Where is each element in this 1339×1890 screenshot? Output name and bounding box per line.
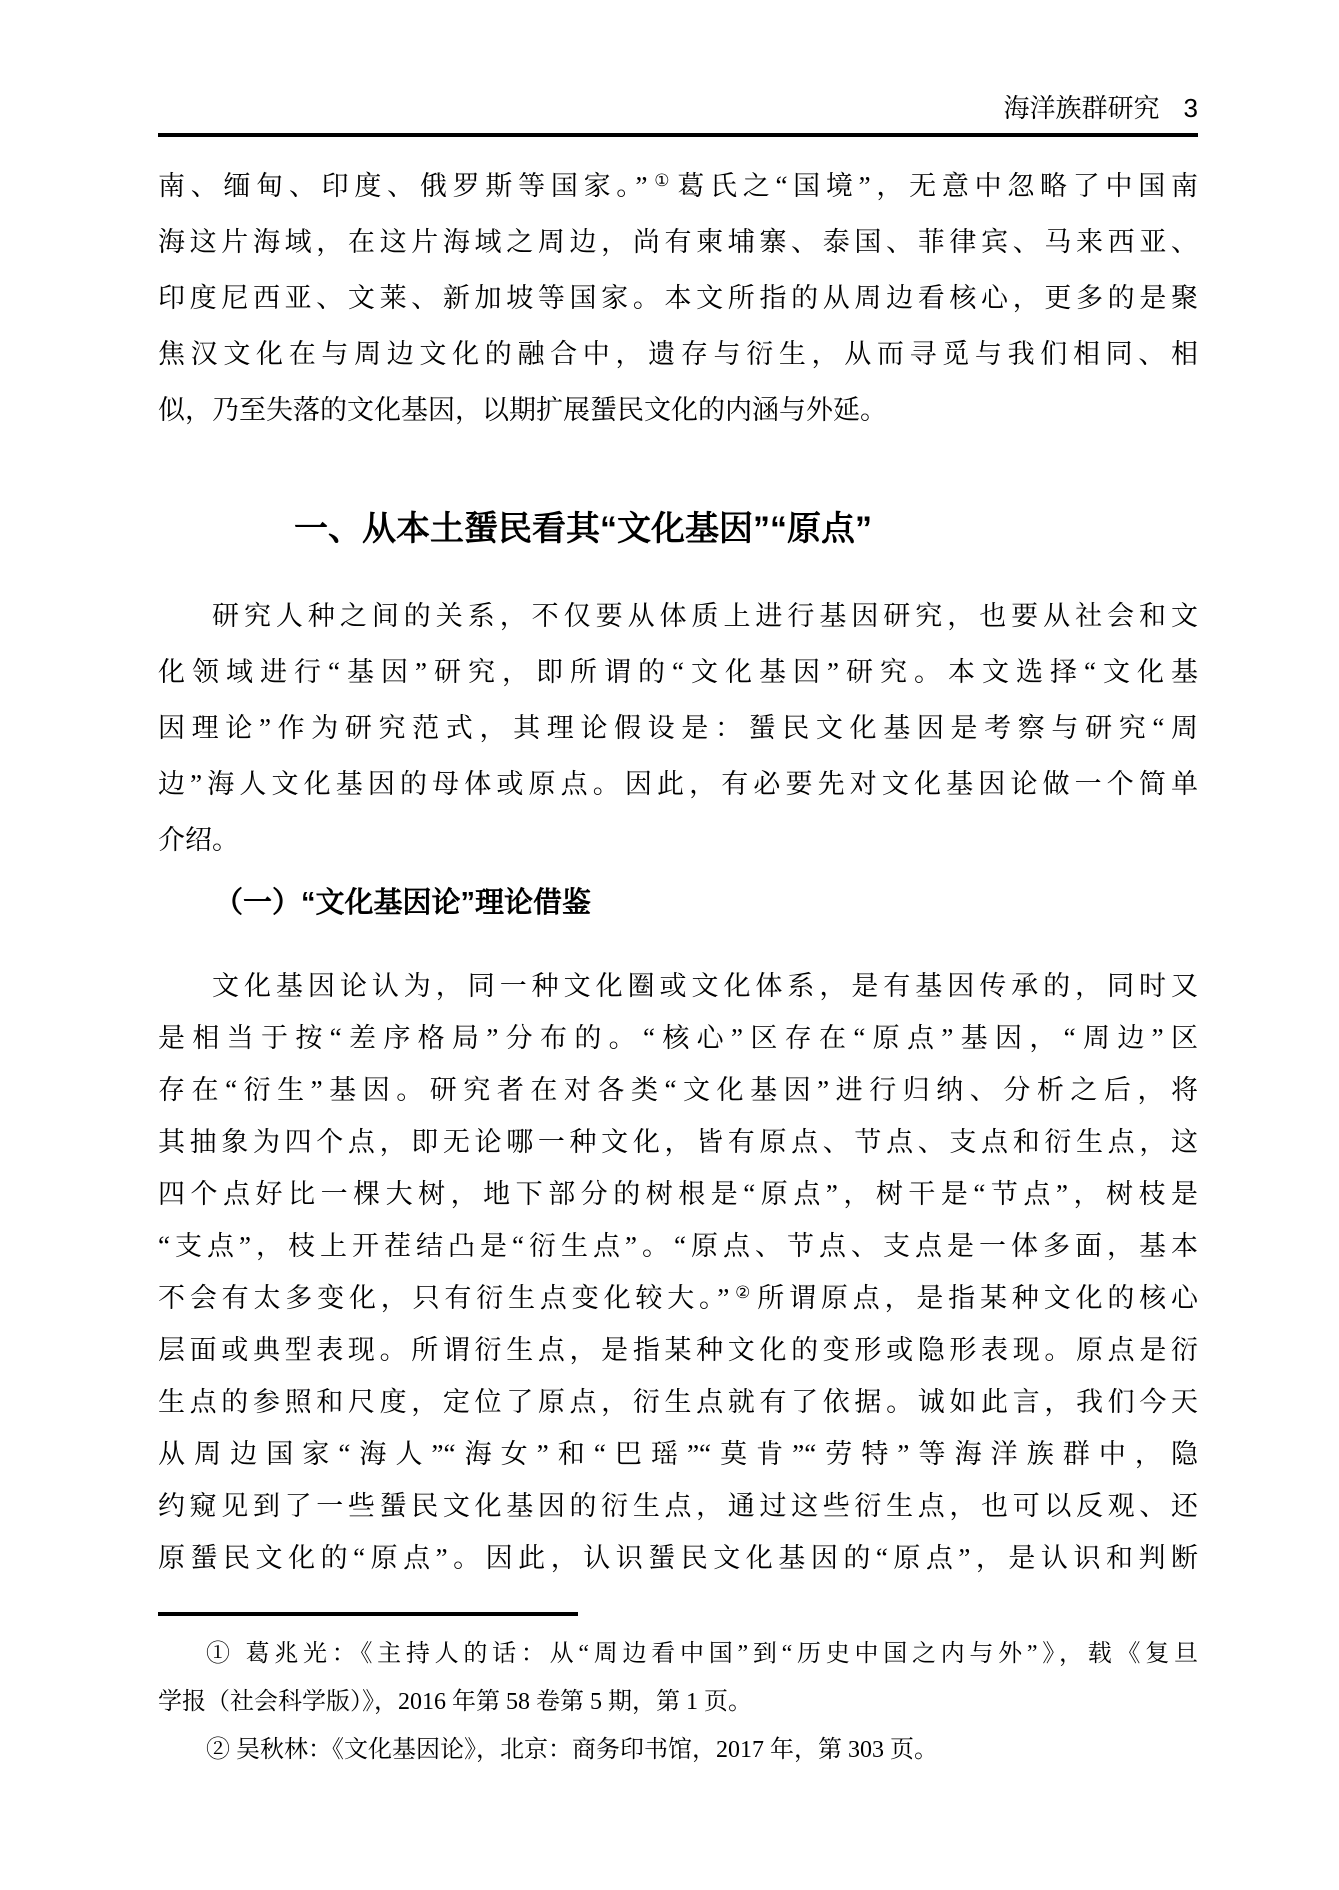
text-line: 从周边国家“海人”“海女”和“巴瑶”“莫肯”“劳特”等海洋族群中，隐 xyxy=(158,1439,1198,1469)
text-line: 海这片海域，在这片海域之周边，尚有柬埔寨、泰国、菲律宾、马来西亚、 xyxy=(158,227,1198,257)
text-line: 焦汉文化在与周边文化的融合中，遗存与衍生，从而寻觅与我们相同、相 xyxy=(158,339,1198,369)
line-text: 所谓原点，是指某种文化的核心 xyxy=(757,1283,1198,1313)
text-line: 因理论”作为研究范式，其理论假设是：蜑民文化基因是考察与研究“周 xyxy=(158,713,1198,743)
text-line: 文化基因论认为，同一种文化圈或文化体系，是有基因传承的，同时又 xyxy=(212,971,1198,1001)
text-line: 化领域进行“基因”研究，即所谓的“文化基因”研究。本文选择“文化基 xyxy=(158,657,1198,687)
header-rule xyxy=(158,133,1198,137)
text-line: 四个点好比一棵大树，地下部分的树根是“原点”，树干是“节点”，树枝是 xyxy=(158,1179,1198,1209)
text-line: “支点”，枝上开茬结凸是“衍生点”。“原点、节点、支点是一体多面，基本 xyxy=(158,1231,1198,1261)
line-text: 葛氏之“国境”，无意中忽略了中国南 xyxy=(677,171,1198,201)
page-header xyxy=(158,90,1198,126)
journal-title: 海洋族群研究 xyxy=(1003,93,1160,123)
footnotes xyxy=(158,1630,1198,1774)
text-line: 边”海人文化基因的母体或原点。因此，有必要先对文化基因论做一个简单 xyxy=(158,769,1198,799)
subsection-heading: （一）“文化基因论”理论借鉴 xyxy=(214,887,592,919)
footnote-ref-1: ① xyxy=(648,171,676,190)
text-line: 原蜑民文化的“原点”。因此，认识蜑民文化基因的“原点”，是认识和判断 xyxy=(158,1543,1198,1573)
line-text: 不会有太多变化，只有衍生点变化较大。” xyxy=(158,1283,730,1313)
text-line: 似，乃至失落的文化基因，以期扩展蜑民文化的内涵与外延。 xyxy=(158,395,887,425)
paragraph-3 xyxy=(158,960,1198,1584)
page-number: 3 xyxy=(1183,93,1198,123)
text-line: 存在“衍生”基因。研究者在对各类“文化基因”进行归纳、分析之后，将 xyxy=(158,1075,1198,1105)
text-line xyxy=(158,158,1198,214)
paragraph-1 xyxy=(158,158,1198,438)
text-line: 是相当于按“差序格局”分布的。“核心”区存在“原点”基因，“周边”区 xyxy=(158,1023,1198,1053)
footnote-separator xyxy=(158,1612,578,1616)
text-line: 介绍。 xyxy=(158,825,239,855)
text-line: 研究人种之间的关系，不仅要从体质上进行基因研究，也要从社会和文 xyxy=(212,601,1198,631)
paragraph-2 xyxy=(158,588,1198,868)
text-line: 其抽象为四个点，即无论哪一种文化，皆有原点、节点、支点和衍生点，这 xyxy=(158,1127,1198,1157)
text-line: 印度尼西亚、文莱、新加坡等国家。本文所指的从周边看核心，更多的是聚 xyxy=(158,283,1198,313)
footnote-2: ② 吴秋林：《文化基因论》，北京：商务印书馆，2017 年，第 303 页。 xyxy=(206,1737,938,1763)
footnote-1-line-1: ① 葛兆光：《主持人的话：从“周边看中国”到“历史中国之内与外”》，载《复旦 xyxy=(206,1641,1198,1667)
text-line: 约窥见到了一些蜑民文化基因的衍生点，通过这些衍生点，也可以反观、还 xyxy=(158,1491,1198,1521)
line-text: 南、缅甸、印度、俄罗斯等国家。” xyxy=(158,171,648,201)
footnote-ref-2: ② xyxy=(730,1283,756,1302)
section-heading: 一、从本土蜑民看其“文化基因”“原点” xyxy=(294,510,872,548)
text-line: 层面或典型表现。所谓衍生点，是指某种文化的变形或隐形表现。原点是衍 xyxy=(158,1335,1198,1365)
text-line: 生点的参照和尺度，定位了原点，衍生点就有了依据。诚如此言，我们今天 xyxy=(158,1387,1198,1417)
text-line xyxy=(158,1272,1198,1324)
footnote-1-line-2: 学报（社会科学版）》，2016 年第 58 卷第 5 期，第 1 页。 xyxy=(158,1689,752,1715)
